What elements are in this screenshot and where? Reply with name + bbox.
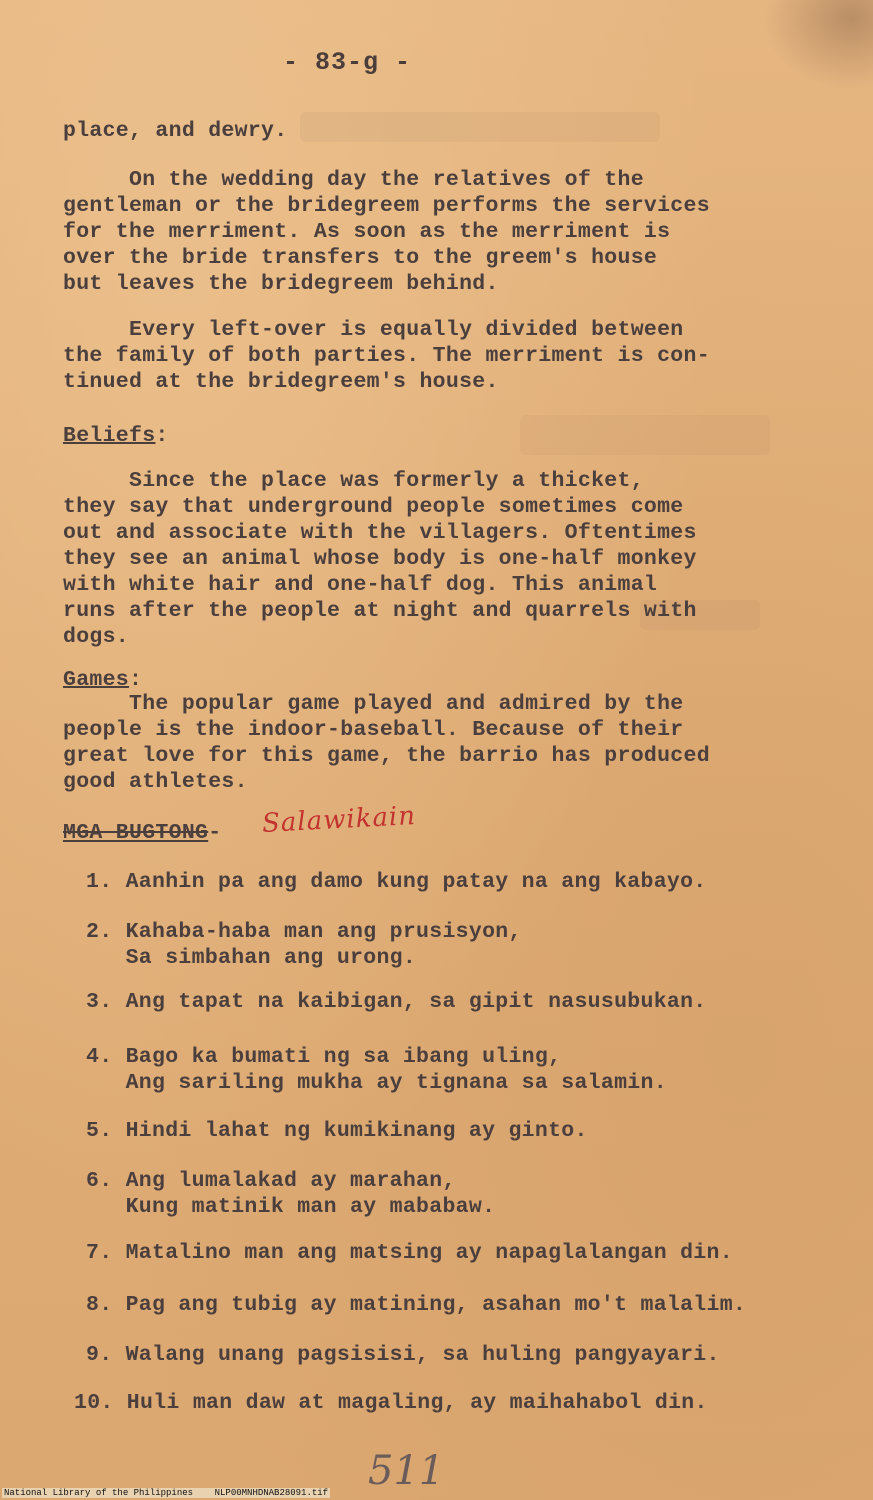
text-line: Every left-over is equally divided between <box>63 318 684 342</box>
bleed-through-shadow <box>300 112 660 142</box>
list-item: 5. Hindi lahat ng kumikinang ay ginto. <box>86 1119 588 1143</box>
text-line: with white hair and one-half dog. This animal <box>63 573 658 597</box>
heading-dash: - <box>208 821 222 845</box>
list-item: 2. Kahaba-haba man ang prusisyon, <box>86 920 522 944</box>
heading-colon: : <box>129 668 143 692</box>
handwritten-annotation: Salawikain <box>261 800 417 840</box>
list-item: 8. Pag ang tubig ay matining, asahan mo't malalim. <box>86 1293 747 1317</box>
list-item: 10. Huli man daw at magaling, ay maihahabol din. <box>74 1391 708 1415</box>
text-line: good athletes. <box>63 770 248 794</box>
games-heading <box>63 667 142 693</box>
beliefs-heading-text: Beliefs <box>63 424 156 448</box>
list-item: 9. Walang unang pagsisisi, sa huling pangyayari. <box>86 1343 720 1367</box>
text-line: for the merriment. As soon as the merriment is <box>63 220 671 244</box>
list-item-continuation: Sa simbahan ang urong. <box>86 946 417 970</box>
text-line: runs after the people at night and quarrels with <box>63 599 697 623</box>
text-line: they see an animal whose body is one-half monkey <box>63 547 697 571</box>
list-item: 7. Matalino man ang matsing ay napaglalangan din. <box>86 1241 733 1265</box>
paper-stain <box>763 0 873 90</box>
list-item: 6. Ang lumalakad ay marahan, <box>86 1169 456 1193</box>
list-item: 3. Ang tapat na kaibigan, sa gipit nasusubukan. <box>86 990 707 1014</box>
heading-colon: : <box>155 424 169 448</box>
list-item-continuation: Ang sariling mukha ay tignana sa salamin. <box>86 1071 667 1095</box>
text-line: people is the indoor-baseball. Because of their <box>63 718 684 742</box>
beliefs-heading <box>63 423 169 449</box>
text-line: over the bride transfers to the greem's house <box>63 246 658 270</box>
text-line: but leaves the bridegreem behind. <box>63 272 499 296</box>
text-line: the family of both parties. The merriment is con- <box>63 344 710 368</box>
text-line: out and associate with the villagers. Oftentimes <box>63 521 697 545</box>
text-line: great love for this game, the barrio has produced <box>63 744 710 768</box>
text-line: Since the place was formerly a thicket, <box>63 469 644 493</box>
text-line: gentleman or the bridegreem performs the services <box>63 194 710 218</box>
list-item: 4. Bago ka bumati ng sa ibang uling, <box>86 1045 562 1069</box>
bugtong-heading <box>63 820 221 846</box>
handwritten-folio-number: 511 <box>368 1448 445 1494</box>
continuation-line: place, and dewry. <box>63 119 288 143</box>
page-number: - 83-g - <box>283 48 412 77</box>
text-line: On the wedding day the relatives of the <box>63 168 644 192</box>
text-line: The popular game played and admired by the <box>63 692 684 716</box>
text-line: dogs. <box>63 625 130 649</box>
games-heading-text: Games <box>63 668 130 692</box>
list-item-continuation: Kung matinik man ay mababaw. <box>86 1195 496 1219</box>
list-item: 1. Aanhin pa ang damo kung patay na ang kabayo. <box>86 870 707 894</box>
text-line: they say that underground people sometimes come <box>63 495 684 519</box>
text-line: tinued at the bridegreem's house. <box>63 370 499 394</box>
archive-footer: National Library of the Philippines NLP00MNHDNAB28091.tif <box>4 1488 329 1498</box>
bugtong-heading-text: MGA BUGTONG <box>63 821 209 845</box>
bleed-through-shadow <box>520 415 770 455</box>
